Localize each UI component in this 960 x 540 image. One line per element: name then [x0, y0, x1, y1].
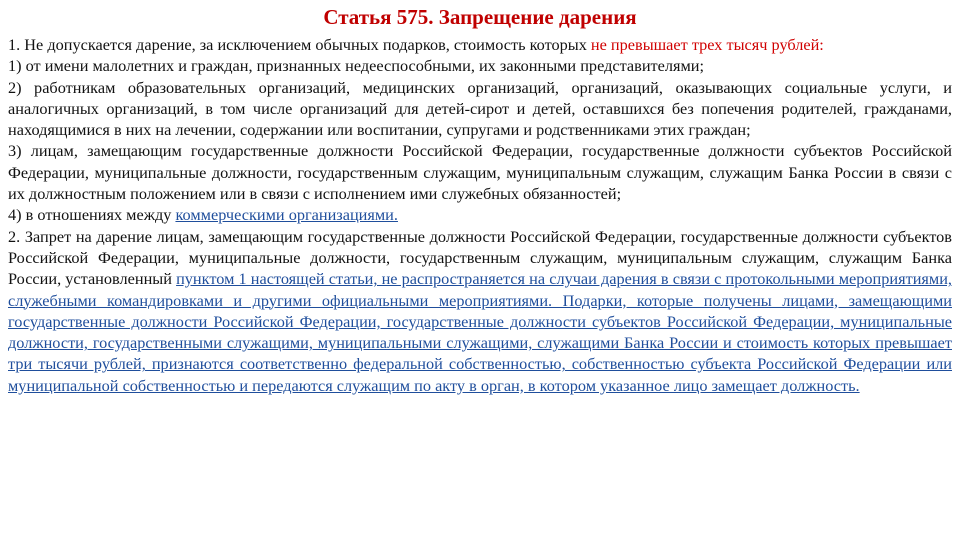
article-title: Статья 575. Запрещение дарения — [323, 5, 637, 29]
paragraph-2 — [8, 226, 952, 396]
paragraph-1 — [8, 34, 952, 55]
paragraph-2-text: 2. Запрет на дарение лицам, замещающим государственные должности Российской Федерации, государственные должности субъектов Российской Федерации, муниципальные должности, государственным служащим, муниципальным служащим, служащим Банка России, установленный — [8, 226, 952, 289]
list-item-3: 3) лицам, замещающим государственные должности Российской Федерации, государственные должности субъектов Российской Федерации, муниципальные должности, государственным служащим, муниципальным служащим, служащим Банка России в связи с их должностным положением или в связи с исполнением ими служебных обязанностей; — [8, 141, 952, 204]
paragraph-1-text: 1. Не допускается дарение, за исключением обычных подарков, стоимость которых — [8, 35, 591, 54]
list-item-4 — [8, 204, 952, 225]
commercial-organizations-link[interactable]: коммерческими организациями. — [175, 205, 398, 225]
list-item-4-text: 4) в отношениях между — [8, 205, 176, 225]
list-item-1: 1) от имени малолетних и граждан, признанных недееспособными, их законными представителями; — [8, 56, 705, 76]
list-item-2: 2) работникам образовательных организаций, медицинских организаций, организаций, оказывающих социальные услуги, и аналогичных организаций, в том числе организаций для детей-сирот и детей, оставшихся без попечения родителей, гражданами, находящимися в них на лечении, содержании или воспитании, супругами и родственниками этих граждан; — [8, 77, 952, 140]
paragraph-2-link[interactable]: пунктом 1 настоящей статьи, не распространяется на случаи дарения в связи с протокольными мероприятиями, служебными командировками и другими официальными мероприятиями. Подарки, которые получены лицами, замещающими государственные должности Российской Федерации, государственные должности субъектов Российской Федерации, муниципальные должности, государственными служащими, муниципальными служащими, служащими Банка России и стоимость которых превышает три тысячи рублей, признаются соответственно федеральной собственностью, собственностью субъекта Российской Федерации или муниципальной собственностью и передаются служащим по акту в орган, в котором указанное лицо замещает должность. — [8, 269, 952, 395]
paragraph-1-highlight: не превышает трех тысяч рублей: — [590, 35, 824, 54]
